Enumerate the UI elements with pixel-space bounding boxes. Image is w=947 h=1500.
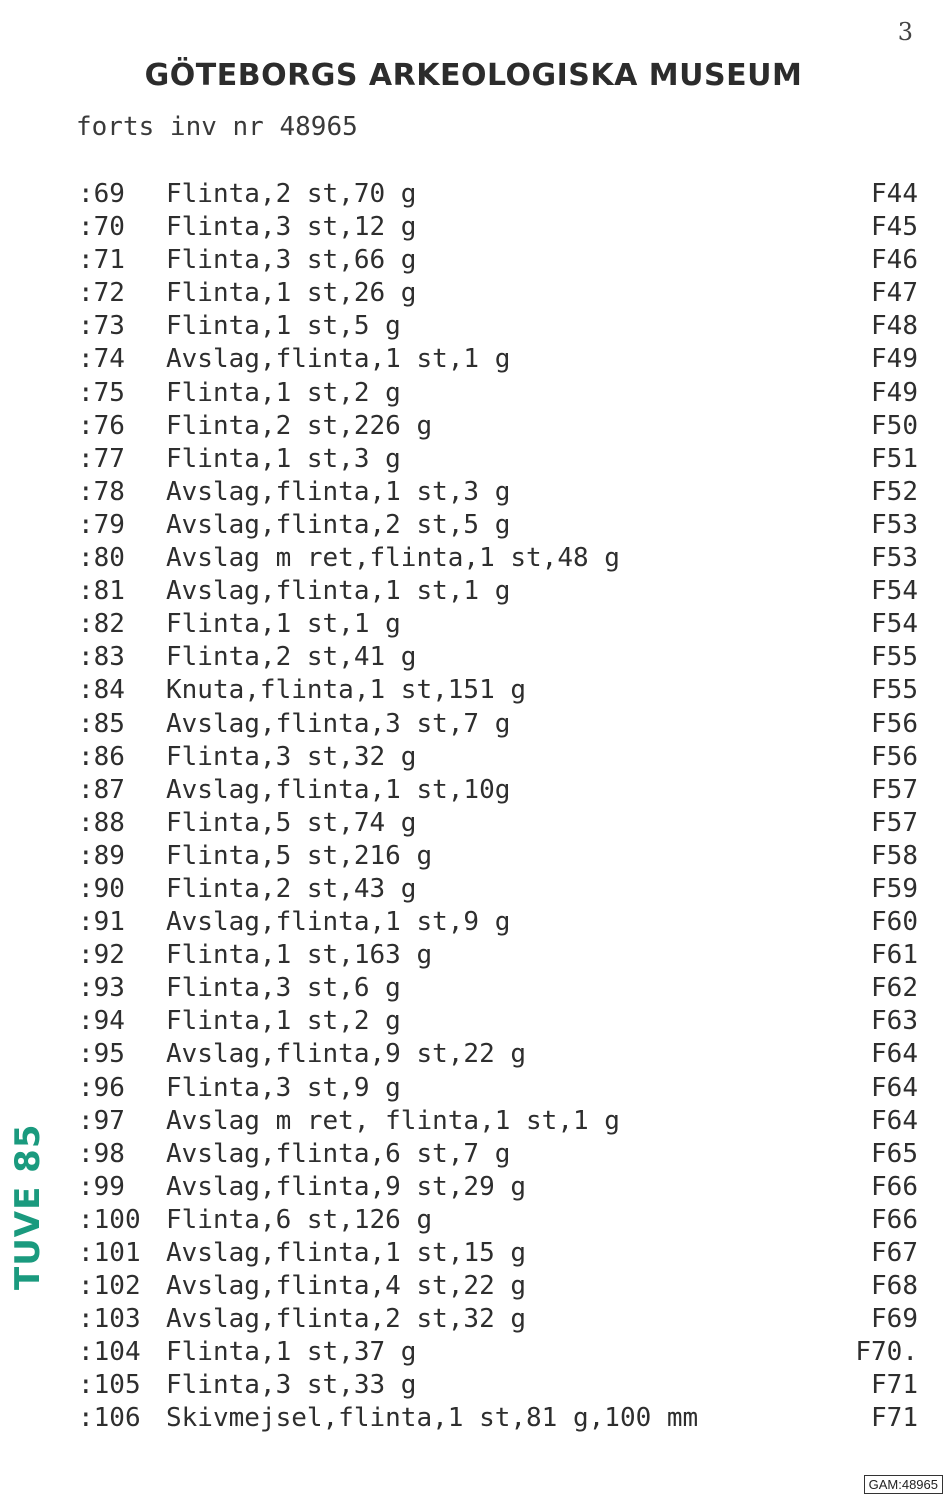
entry-description: Flinta,2 st,41 g — [166, 642, 417, 673]
inventory-entry — [78, 310, 918, 343]
entry-find-number: F59 — [871, 873, 918, 904]
inventory-entry — [78, 1005, 918, 1038]
inventory-list — [78, 178, 918, 1436]
entry-find-number: F51 — [871, 443, 918, 474]
entry-find-number: F67 — [871, 1238, 918, 1268]
entry-description: Flinta,6 st,126 g — [166, 1204, 433, 1235]
inventory-entry — [78, 211, 918, 244]
entry-number: :87 — [78, 774, 125, 805]
entry-find-number: F64 — [871, 1072, 918, 1103]
entry-description: Flinta,3 st,33 g — [166, 1370, 417, 1401]
entry-description: Flinta,3 st,9 g — [166, 1072, 401, 1103]
entry-find-number: F56 — [871, 708, 918, 739]
inventory-entry — [78, 807, 918, 840]
entry-find-number: F58 — [871, 840, 918, 871]
entry-description: Flinta,1 st,37 g — [166, 1337, 417, 1368]
inventory-entry — [78, 277, 918, 310]
entry-find-number: F44 — [871, 179, 918, 209]
entry-number: :69 — [78, 179, 125, 209]
entry-number: :105 — [78, 1370, 141, 1401]
entry-number: :99 — [78, 1171, 125, 1202]
inventory-entry — [78, 1138, 918, 1171]
entry-description: Flinta,1 st,5 g — [166, 311, 401, 342]
entry-description: Avslag,flinta,1 st,3 g — [166, 476, 511, 507]
entry-find-number: F57 — [871, 807, 918, 838]
entry-find-number: F54 — [871, 576, 918, 607]
entry-description: Avslag,flinta,4 st,22 g — [166, 1271, 527, 1302]
entry-number: :82 — [78, 609, 125, 640]
entry-number: :81 — [78, 576, 125, 607]
inventory-entry — [78, 1038, 918, 1071]
entry-description: Flinta,3 st,66 g — [166, 245, 417, 276]
entry-description: Avslag,flinta,2 st,32 g — [166, 1304, 527, 1335]
entry-number: :94 — [78, 1006, 125, 1037]
entry-description: Flinta,1 st,1 g — [166, 609, 401, 640]
entry-number: :92 — [78, 940, 125, 971]
inventory-entry — [78, 1336, 918, 1369]
entry-number: :104 — [78, 1337, 141, 1368]
inventory-entry — [78, 542, 918, 575]
entry-number: :96 — [78, 1072, 125, 1103]
entry-number: :93 — [78, 973, 125, 1004]
entry-find-number: F48 — [871, 311, 918, 342]
inventory-entry — [78, 939, 918, 972]
entry-find-number: F62 — [871, 973, 918, 1004]
inventory-entry — [78, 972, 918, 1005]
inventory-entry — [78, 476, 918, 509]
entry-description: Avslag,flinta,1 st,1 g — [166, 344, 511, 375]
entry-number: :90 — [78, 873, 125, 904]
entry-description: Flinta,1 st,26 g — [166, 278, 417, 309]
entry-find-number: F66 — [871, 1204, 918, 1235]
entry-find-number: F64 — [871, 1105, 918, 1136]
tuve-stamp: TUVE 85 — [8, 1123, 48, 1290]
entry-find-number: F63 — [871, 1006, 918, 1037]
inventory-subtitle: forts inv nr 48965 — [76, 112, 358, 142]
inventory-entry — [78, 641, 918, 674]
entry-description: Flinta,3 st,32 g — [166, 741, 417, 772]
entry-find-number: F66 — [871, 1171, 918, 1202]
entry-find-number: F49 — [871, 377, 918, 408]
entry-number: :101 — [78, 1238, 141, 1268]
entry-number: :79 — [78, 509, 125, 540]
entry-number: :74 — [78, 344, 125, 375]
entry-number: :95 — [78, 1039, 125, 1070]
inventory-entry — [78, 1105, 918, 1138]
entry-description: Avslag m ret,flinta,1 st,48 g — [166, 543, 620, 574]
entry-find-number: F45 — [871, 212, 918, 243]
entry-number: :103 — [78, 1304, 141, 1335]
entry-find-number: F68 — [871, 1271, 918, 1302]
entry-description: Avslag,flinta,2 st,5 g — [166, 509, 511, 540]
entry-find-number: F50 — [871, 410, 918, 441]
entry-description: Flinta,2 st,226 g — [166, 410, 433, 441]
entry-find-number: F64 — [871, 1039, 918, 1070]
entry-description: Flinta,1 st,2 g — [166, 1006, 401, 1037]
entry-description: Avslag,flinta,3 st,7 g — [166, 708, 511, 739]
entry-number: :98 — [78, 1138, 125, 1169]
entry-number: :97 — [78, 1105, 125, 1136]
entry-description: Avslag m ret, flinta,1 st,1 g — [166, 1105, 620, 1136]
entry-find-number: F56 — [871, 741, 918, 772]
entry-description: Flinta,5 st,74 g — [166, 807, 417, 838]
entry-description: Flinta,3 st,12 g — [166, 212, 417, 243]
entry-number: :89 — [78, 840, 125, 871]
inventory-entry — [78, 1369, 918, 1402]
entry-description: Flinta,5 st,216 g — [166, 840, 433, 871]
entry-number: :77 — [78, 443, 125, 474]
entry-number: :91 — [78, 907, 125, 938]
page-number: 3 — [897, 18, 913, 46]
entry-find-number: F71 — [871, 1370, 918, 1401]
entry-number: :78 — [78, 476, 125, 507]
inventory-entry — [78, 608, 918, 641]
entry-find-number: F57 — [871, 774, 918, 805]
entry-number: :73 — [78, 311, 125, 342]
entry-description: Flinta,1 st,3 g — [166, 443, 401, 474]
entry-description: Flinta,1 st,163 g — [166, 940, 433, 971]
entry-number: :102 — [78, 1271, 141, 1302]
inventory-entry — [78, 840, 918, 873]
inventory-entry — [78, 377, 918, 410]
entry-find-number: F53 — [871, 543, 918, 574]
entry-number: :70 — [78, 212, 125, 243]
entry-find-number: F49 — [871, 344, 918, 375]
inventory-entry — [78, 906, 918, 939]
museum-title: GÖTEBORGS ARKEOLOGISKA MUSEUM — [144, 58, 803, 93]
entry-find-number: F52 — [871, 476, 918, 507]
entry-description: Avslag,flinta,1 st,1 g — [166, 576, 511, 607]
entry-description: Flinta,2 st,43 g — [166, 873, 417, 904]
inventory-entry — [78, 1204, 918, 1237]
entry-description: Flinta,2 st,70 g — [166, 179, 417, 209]
entry-number: :84 — [78, 675, 125, 706]
inventory-entry — [78, 1303, 918, 1336]
entry-description: Avslag,flinta,9 st,29 g — [166, 1171, 527, 1202]
entry-find-number: F46 — [871, 245, 918, 276]
inventory-entry — [78, 741, 918, 774]
entry-find-number: F71 — [871, 1403, 918, 1434]
entry-find-number: F55 — [871, 642, 918, 673]
inventory-entry — [78, 410, 918, 443]
entry-description: Avslag,flinta,9 st,22 g — [166, 1039, 527, 1070]
entry-description: Avslag,flinta,1 st,10g — [166, 774, 511, 805]
entry-find-number: F60 — [871, 907, 918, 938]
entry-number: :100 — [78, 1204, 141, 1235]
entry-number: :85 — [78, 708, 125, 739]
entry-number: :75 — [78, 377, 125, 408]
inventory-entry — [78, 244, 918, 277]
inventory-entry — [78, 575, 918, 608]
entry-find-number: F70. — [855, 1337, 918, 1368]
inventory-entry — [78, 1270, 918, 1303]
inventory-entry — [78, 708, 918, 741]
entry-number: :80 — [78, 543, 125, 574]
entry-find-number: F61 — [871, 940, 918, 971]
entry-description: Knuta,flinta,1 st,151 g — [166, 675, 527, 706]
entry-number: :72 — [78, 278, 125, 309]
entry-number: :88 — [78, 807, 125, 838]
entry-number: :76 — [78, 410, 125, 441]
inventory-entry — [78, 1072, 918, 1105]
inventory-entry — [78, 774, 918, 807]
inventory-entry — [78, 1402, 918, 1435]
entry-find-number: F54 — [871, 609, 918, 640]
entry-find-number: F65 — [871, 1138, 918, 1169]
inventory-entry — [78, 873, 918, 906]
entry-find-number: F55 — [871, 675, 918, 706]
entry-description: Flinta,3 st,6 g — [166, 973, 401, 1004]
entry-description: Avslag,flinta,1 st,9 g — [166, 907, 511, 938]
inventory-entry — [78, 1171, 918, 1204]
entry-find-number: F47 — [871, 278, 918, 309]
entry-number: :83 — [78, 642, 125, 673]
entry-description: Flinta,1 st,2 g — [166, 377, 401, 408]
entry-description: Skivmejsel,flinta,1 st,81 g,100 mm — [166, 1403, 699, 1434]
inventory-entry — [78, 178, 918, 211]
entry-description: Avslag,flinta,6 st,7 g — [166, 1138, 511, 1169]
entry-description: Avslag,flinta,1 st,15 g — [166, 1238, 527, 1268]
inventory-entry — [78, 509, 918, 542]
entry-find-number: F53 — [871, 509, 918, 540]
inventory-entry — [78, 443, 918, 476]
inventory-entry — [78, 674, 918, 707]
entry-find-number: F69 — [871, 1304, 918, 1335]
inventory-entry — [78, 343, 918, 376]
entry-number: :106 — [78, 1403, 141, 1434]
entry-number: :71 — [78, 245, 125, 276]
inventory-entry — [78, 1237, 918, 1270]
archive-id-label: GAM:48965 — [864, 1475, 943, 1494]
entry-number: :86 — [78, 741, 125, 772]
